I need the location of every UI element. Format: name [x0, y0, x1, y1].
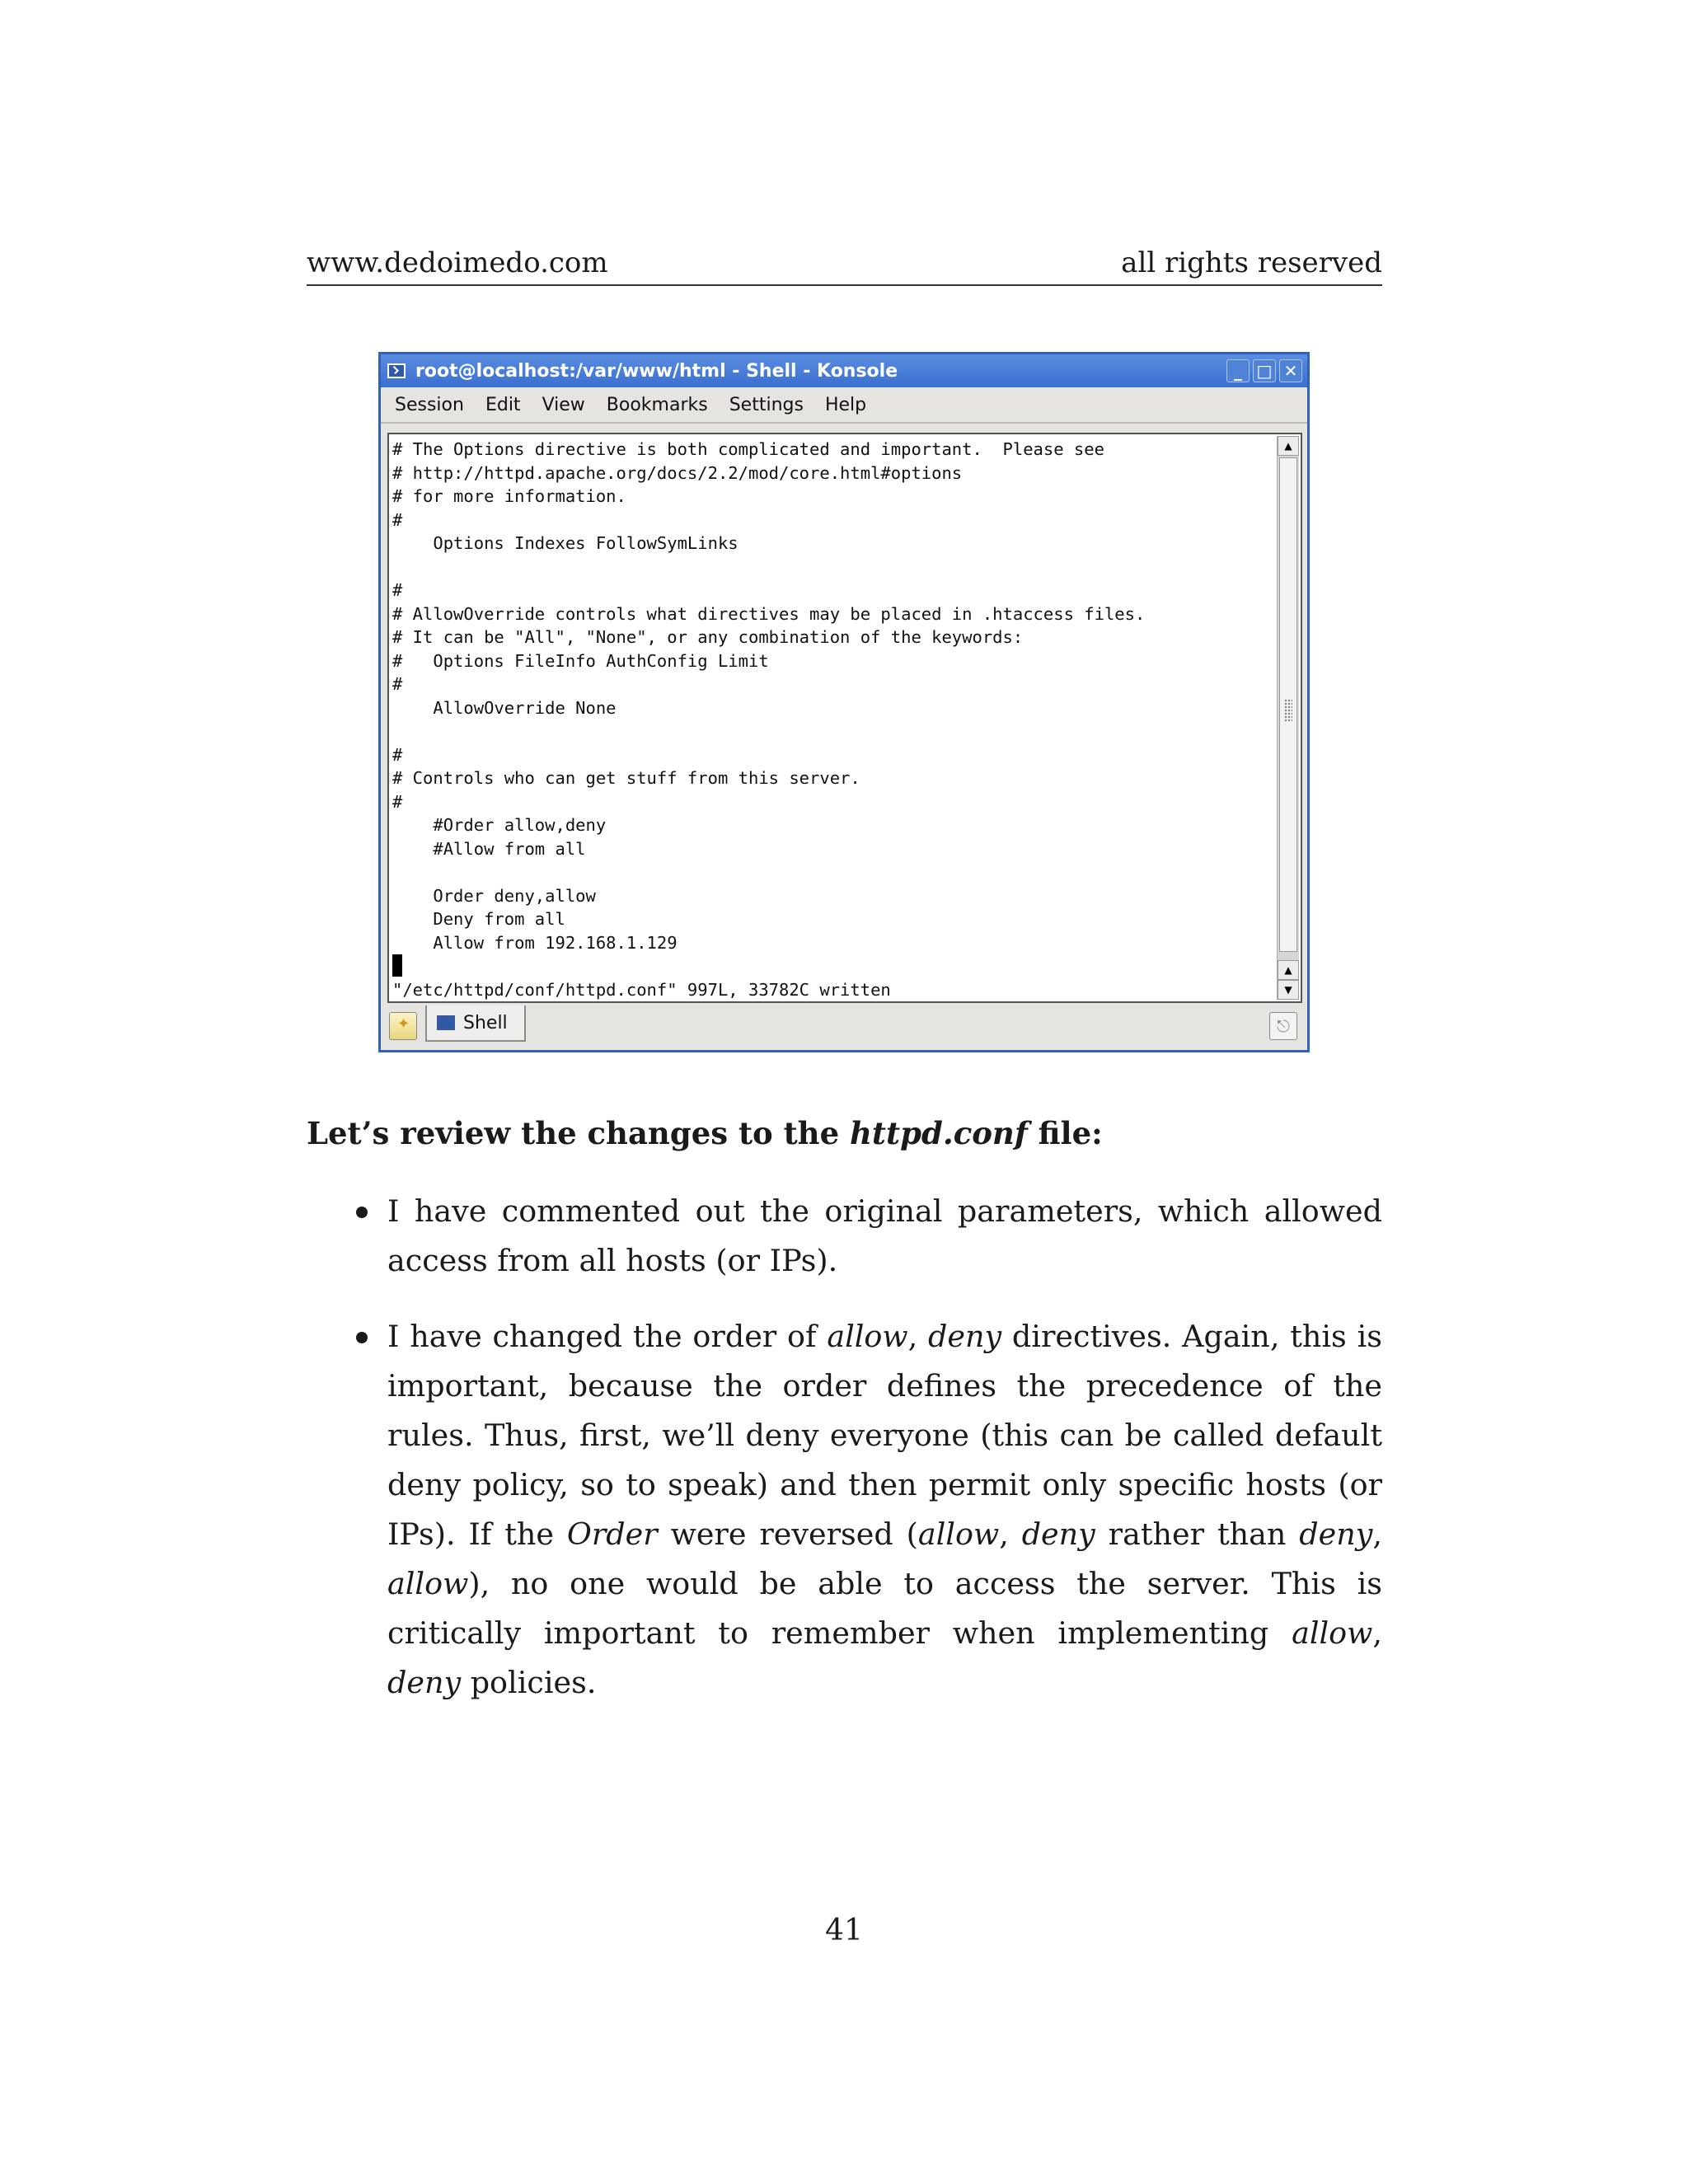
- tab-label: Shell: [463, 1012, 508, 1033]
- close-button[interactable]: ✕: [1279, 359, 1302, 382]
- tab-bar: [384, 1005, 1304, 1047]
- terminal-line: # Controls who can get stuff from this server.: [392, 768, 860, 788]
- list-item: [307, 1312, 1382, 1708]
- terminal-line: Deny from all: [392, 909, 565, 929]
- terminal-line: Options Indexes FollowSymLinks: [392, 533, 738, 553]
- status-line: "/etc/httpd/conf/httpd.conf" 997L, 33782C written: [392, 979, 891, 1000]
- bullet-icon: [356, 1207, 368, 1218]
- scroll-up-icon[interactable]: ▲: [1278, 436, 1299, 456]
- heading-text: Let’s review the changes to the: [307, 1115, 851, 1151]
- text-cursor: [392, 954, 402, 977]
- terminal-line: #: [392, 744, 403, 765]
- terminal-line: # for more information.: [392, 486, 626, 506]
- terminal-line: #: [392, 674, 403, 694]
- list-item: [307, 1187, 1382, 1286]
- menu-view[interactable]: View: [542, 394, 585, 415]
- menu-help[interactable]: Help: [824, 394, 867, 415]
- terminal-line: #: [392, 791, 403, 812]
- page-header: [307, 241, 1382, 286]
- page-number: 41: [825, 1914, 863, 1947]
- window-title: root@localhost:/var/www/html - Shell - Konsole: [415, 360, 898, 382]
- tab-shell[interactable]: [425, 1005, 526, 1042]
- terminal-line: Order deny,allow: [392, 885, 596, 906]
- section-heading: [307, 1113, 1103, 1154]
- grip-icon: [1284, 699, 1292, 722]
- terminal-line: #Order allow,deny: [392, 815, 607, 835]
- terminal-icon: [387, 363, 406, 378]
- heading-filename: httpd.conf: [850, 1115, 1028, 1151]
- close-tab-icon[interactable]: ⎋: [1269, 1012, 1297, 1040]
- terminal-icon: [437, 1015, 455, 1030]
- title-bar[interactable]: [381, 354, 1307, 387]
- terminal-line: #: [392, 580, 403, 600]
- terminal-line: # The Options directive is both complicated and important. Please see: [392, 439, 1104, 459]
- terminal-line: #Allow from all: [392, 838, 586, 859]
- terminal-line: AllowOverride None: [392, 697, 617, 718]
- maximize-button[interactable]: □: [1253, 359, 1276, 382]
- scroll-thumb[interactable]: [1279, 457, 1297, 952]
- minimize-button[interactable]: _: [1226, 359, 1250, 382]
- menu-bar: [381, 387, 1307, 424]
- bullet-text: I have changed the order of allow, deny directives. Again, this is important, because the order defines the precedence of the rules. Thus, first, we’ll deny everyone (this can be called default deny policy, so to speak) and then permit only specific hosts (or IPs). If the Order were reversed (allow, deny rather than deny, allow), no one would be able to access the server. This is critically important to remember when implementing allow, deny policies.: [387, 1319, 1382, 1700]
- cursor-line: [392, 954, 1266, 978]
- scroll-up-small-icon[interactable]: ▲: [1278, 960, 1299, 980]
- menu-edit[interactable]: Edit: [485, 394, 521, 415]
- scroll-down-icon[interactable]: ▼: [1278, 980, 1299, 1000]
- menu-session[interactable]: Session: [395, 394, 464, 415]
- terminal-line: # Options FileInfo AuthConfig Limit: [392, 650, 769, 671]
- terminal-line: # AllowOverride controls what directives may be placed in .htaccess files.: [392, 603, 1146, 624]
- terminal-line: # http://httpd.apache.org/docs/2.2/mod/core.html#options: [392, 462, 963, 483]
- heading-text-end: file:: [1027, 1115, 1103, 1151]
- vertical-scrollbar[interactable]: [1277, 436, 1299, 1000]
- terminal-output: [392, 438, 1266, 1001]
- terminal-area[interactable]: [387, 433, 1302, 1003]
- header-rights: all rights reserved: [1121, 246, 1382, 279]
- terminal-line: [392, 719, 1266, 743]
- bullet-list: [307, 1187, 1382, 1708]
- bullet-icon: [356, 1332, 368, 1343]
- terminal-line: [392, 555, 1266, 579]
- new-tab-icon[interactable]: [389, 1012, 417, 1040]
- terminal-line: Allow from 192.168.1.129: [392, 932, 678, 953]
- menu-settings[interactable]: Settings: [729, 394, 804, 415]
- terminal-line: [392, 860, 1266, 884]
- menu-bookmarks[interactable]: Bookmarks: [606, 394, 708, 415]
- header-site: www.dedoimedo.com: [307, 246, 608, 279]
- konsole-window: [378, 352, 1310, 1052]
- terminal-line: #: [392, 509, 403, 530]
- bullet-text: I have commented out the original parameters, which allowed access from all hosts (or IPs).: [387, 1193, 1382, 1278]
- terminal-line: # It can be "All", "None", or any combination of the keywords:: [392, 627, 1024, 647]
